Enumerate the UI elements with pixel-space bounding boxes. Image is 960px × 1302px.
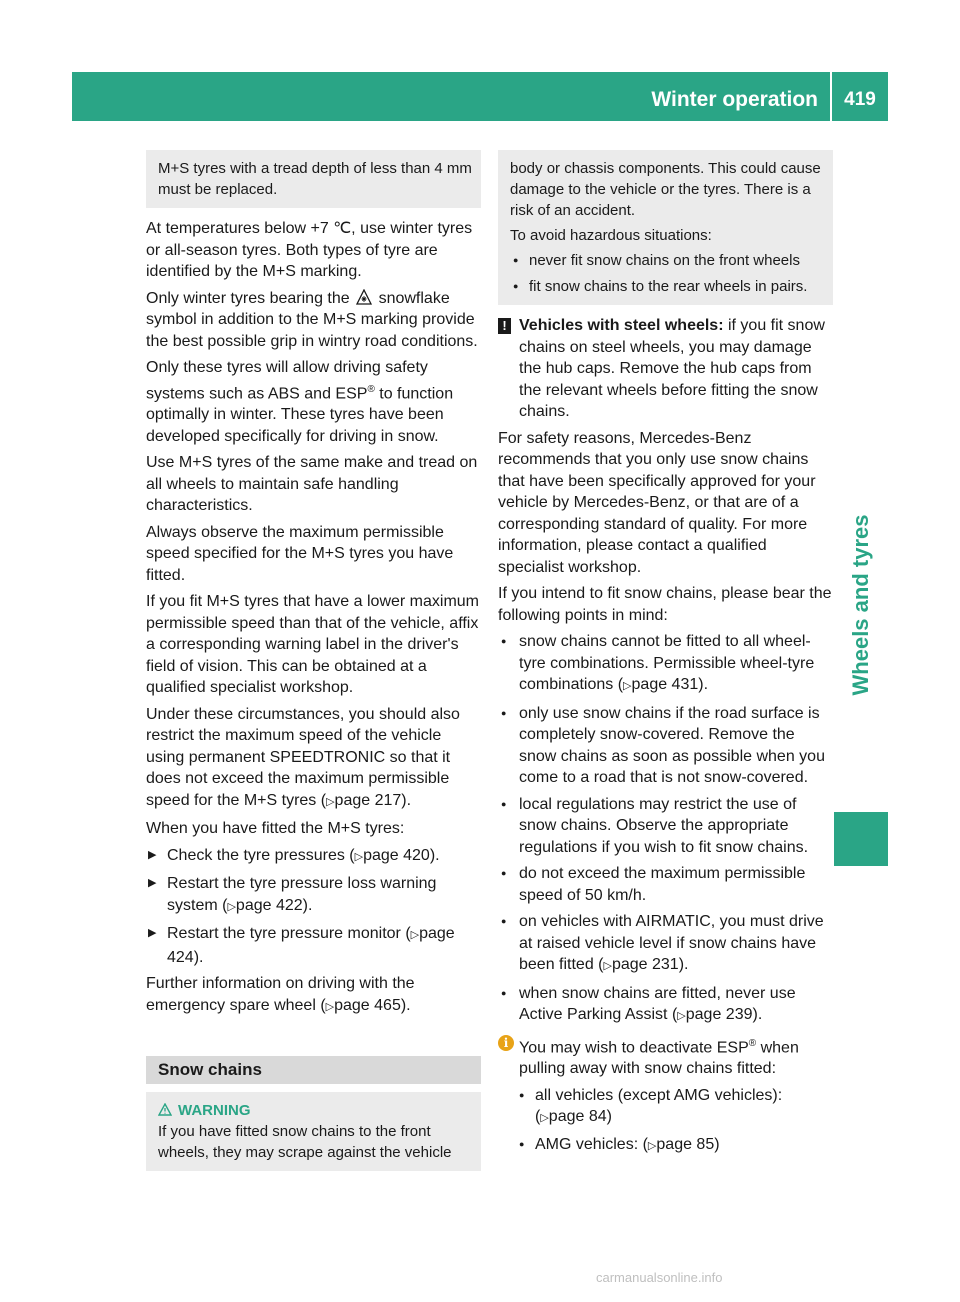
info-list-item-text-end: ) (606, 1108, 612, 1126)
page-header (72, 72, 888, 121)
list-item-text: on vehicles with AIRMATIC, you must drive at raised vehicle level if snow chains have been fitted ( (519, 913, 824, 973)
page-ref-link[interactable]: page 85 (656, 1135, 715, 1153)
page-ref-arrow-icon: ▷ (354, 850, 364, 863)
page-ref-arrow-icon: ▷ (603, 960, 612, 972)
paragraph-speedtronic (146, 704, 481, 814)
abs-text-b: to function optimally in winter. These tyres have been developed specifically for driving in snow. (146, 384, 454, 445)
page-ref-link[interactable]: page 239 (685, 1006, 753, 1023)
page-ref-link[interactable]: page 465 (334, 996, 401, 1014)
paragraph-when-fitted: When you have fitted the M+S tyres: (146, 820, 405, 838)
warning-header (158, 1100, 473, 1121)
page-ref-arrow-icon: ▷ (647, 1139, 657, 1152)
step-text-end: ). (193, 948, 204, 966)
tread-depth-note-text: M+S tyres with a tread depth of less than 4 mm must be replaced. (158, 160, 472, 198)
paragraph-spare-wheel (146, 973, 481, 1018)
list-item-text-end: ). (752, 1006, 763, 1023)
tread-depth-note (146, 150, 481, 208)
page-ref-arrow-icon: ▷ (227, 900, 236, 913)
snowflake-text-a: Only winter tyres bearing the (146, 289, 350, 307)
list-item (498, 911, 833, 978)
page-ref-arrow-icon: ▷ (540, 1112, 549, 1125)
warning-bullet: ● never fit snow chains on the front wheels (510, 250, 825, 271)
paragraph-max-speed: Always observe the maximum permissible speed specified for the M+S tyres you have fitted. (146, 523, 454, 584)
warning-box (146, 1092, 481, 1171)
list-item (498, 631, 833, 698)
steel-wheels-text: if you fit snow chains on steel wheels, you may damage the hub caps. Remove the hub caps from the relevant wheels before fitting the snow chains. (519, 317, 825, 420)
info-list-item-text: AMG vehicles: ( (535, 1135, 648, 1153)
spare-text-a: Further information on driving with the emergency spare wheel ( (146, 975, 415, 1014)
page-ref-link[interactable]: page 84 (548, 1108, 607, 1126)
speedtronic-text-a: Under these circumstances, you should also restrict the maximum speed of the vehicle using permanent SPEEDTRONIC so that it does not exceed the maximum permissible speed for the M+S tyres ( (146, 705, 460, 809)
section-heading: Snow chains (146, 1056, 481, 1084)
right-column (498, 150, 833, 1161)
registered-mark: ® (367, 383, 375, 395)
step-text-end: ). (302, 896, 313, 914)
warning-text: If you have fitted snow chains to the front wheels, they may scrape against the vehicle (158, 1123, 452, 1162)
abs-text-a: Only these tyres will allow driving safety systems such as ABS and ESP (146, 359, 428, 402)
paragraph-safety-reasons: For safety reasons, Mercedes-Benz recommends that you only use snow chains that have been specifically approved for your vehicle by Mercedes-Benz, or that are of a corresponding standard of quality. For more information, please contact a qualified specialist workshop. (498, 429, 816, 576)
list-item-text: do not exceed the maximum permissible speed of 50 km/h. (519, 865, 806, 904)
page-ref-arrow-icon: ▷ (325, 1000, 335, 1013)
footer-watermark: carmanualsonline.info (596, 1270, 723, 1285)
esp-info-text-a: You may wish to deactivate ESP (519, 1038, 749, 1056)
side-section-tab (834, 514, 888, 696)
page-ref-arrow-icon: ▷ (623, 680, 632, 692)
speedtronic-text-b: ). (401, 791, 412, 809)
info-list-item (498, 1134, 833, 1158)
info-list-item-text-end: ) (714, 1135, 720, 1153)
page-ref-arrow-icon: ▷ (410, 929, 420, 942)
header-title: Winter operation (651, 88, 818, 111)
warning-avoid-text: To avoid hazardous situations: (510, 227, 712, 244)
list-item-text-end: ). (678, 956, 689, 973)
step-text: Restart the tyre pressure loss warning system ( (167, 875, 437, 914)
list-item (498, 703, 833, 789)
step-item (146, 923, 481, 968)
page-ref-link[interactable]: page 431 (631, 676, 699, 693)
side-tab-label: Wheels and tyres (848, 514, 873, 696)
paragraph-temperature: At temperatures below +7 ℃, use winter tyres or all-season tyres. Both types of tyre are identified by the M+S marking. (146, 220, 473, 280)
warning-triangle-icon (158, 1103, 172, 1116)
step-text: Restart the tyre pressure monitor ( (167, 925, 411, 943)
step-item (146, 845, 481, 869)
warning-title: WARNING (178, 1102, 251, 1120)
list-item-text: local regulations may restrict the use of snow chains. Observe the appropriate regulations if you wish to fit snow chains. (519, 795, 809, 856)
steel-wheels-note (498, 315, 833, 423)
step-text-end: ). (429, 846, 440, 864)
list-item (498, 794, 833, 859)
info-icon: i (498, 1035, 514, 1051)
page-ref-link[interactable]: page 422 (235, 896, 303, 914)
paragraph-abs-esp (146, 357, 481, 447)
side-marker (834, 812, 888, 866)
left-column (146, 150, 481, 1181)
registered-mark: ® (748, 1037, 757, 1049)
list-item-text: only use snow chains if the road surface is completely snow-covered. Remove the snow chains as soon as possible when you come to a road that is not snow-covered. (519, 704, 825, 786)
list-item-text-end: ). (698, 676, 709, 693)
paragraph-snowflake (146, 288, 481, 353)
paragraph-same-make: Use M+S tyres of the same make and tread on all wheels to maintain safe handling characteristics. (146, 454, 478, 515)
exclamation-icon: ! (498, 318, 511, 334)
page-ref-arrow-icon: ▷ (326, 795, 335, 808)
info-list-item (498, 1085, 833, 1130)
list-item-text: snow chains cannot be fitted to all wheel-tyre combinations. Permissible wheel-tyre combinations ( (519, 633, 815, 693)
esp-info-text-b: when pulling away with snow chains fitted: (519, 1038, 799, 1078)
snowflake-mountain-icon (356, 289, 372, 305)
page-ref-link[interactable]: page 424 (167, 925, 455, 966)
info-list-item-text: all vehicles (except AMG vehicles): ( (535, 1086, 783, 1126)
list-item (498, 983, 833, 1028)
step-item (146, 873, 481, 918)
steel-wheels-title: Vehicles with steel wheels: (519, 317, 724, 334)
page-ref-link[interactable]: page 420 (363, 846, 430, 864)
paragraph-warning-label: If you fit M+S tyres that have a lower maximum permissible speed than that of the vehicle, affix a corresponding warning label in the driver's field of vision. This can be obtained at a qualified specialist workshop. (146, 593, 480, 697)
snowflake-text-b: snowflake symbol in addition to the M+S marking provide the best possible grip in wintry road conditions. (146, 289, 478, 350)
page-ref-arrow-icon: ▷ (677, 1010, 686, 1022)
paragraph-bear-in-mind: If you intend to fit snow chains, please bear the following points in mind: (498, 585, 832, 624)
spare-text-b: ). (400, 996, 411, 1014)
warning-box-continued (498, 150, 833, 305)
page-ref-link[interactable]: page 217 (334, 791, 402, 809)
warning-continued-text: body or chassis components. This could cause damage to the vehicle or the tyres. There is a risk of an accident. (510, 160, 821, 219)
list-item-text: when snow chains are fitted, never use Active Parking Assist ( (519, 984, 796, 1023)
page-ref-link[interactable]: page 231 (611, 956, 679, 973)
page-number: 419 (844, 89, 876, 110)
warning-bullet: ● fit snow chains to the rear wheels in pairs. (510, 276, 825, 297)
list-item (498, 863, 833, 906)
esp-info-note (498, 1033, 833, 1080)
step-text: Check the tyre pressures ( (167, 846, 355, 864)
